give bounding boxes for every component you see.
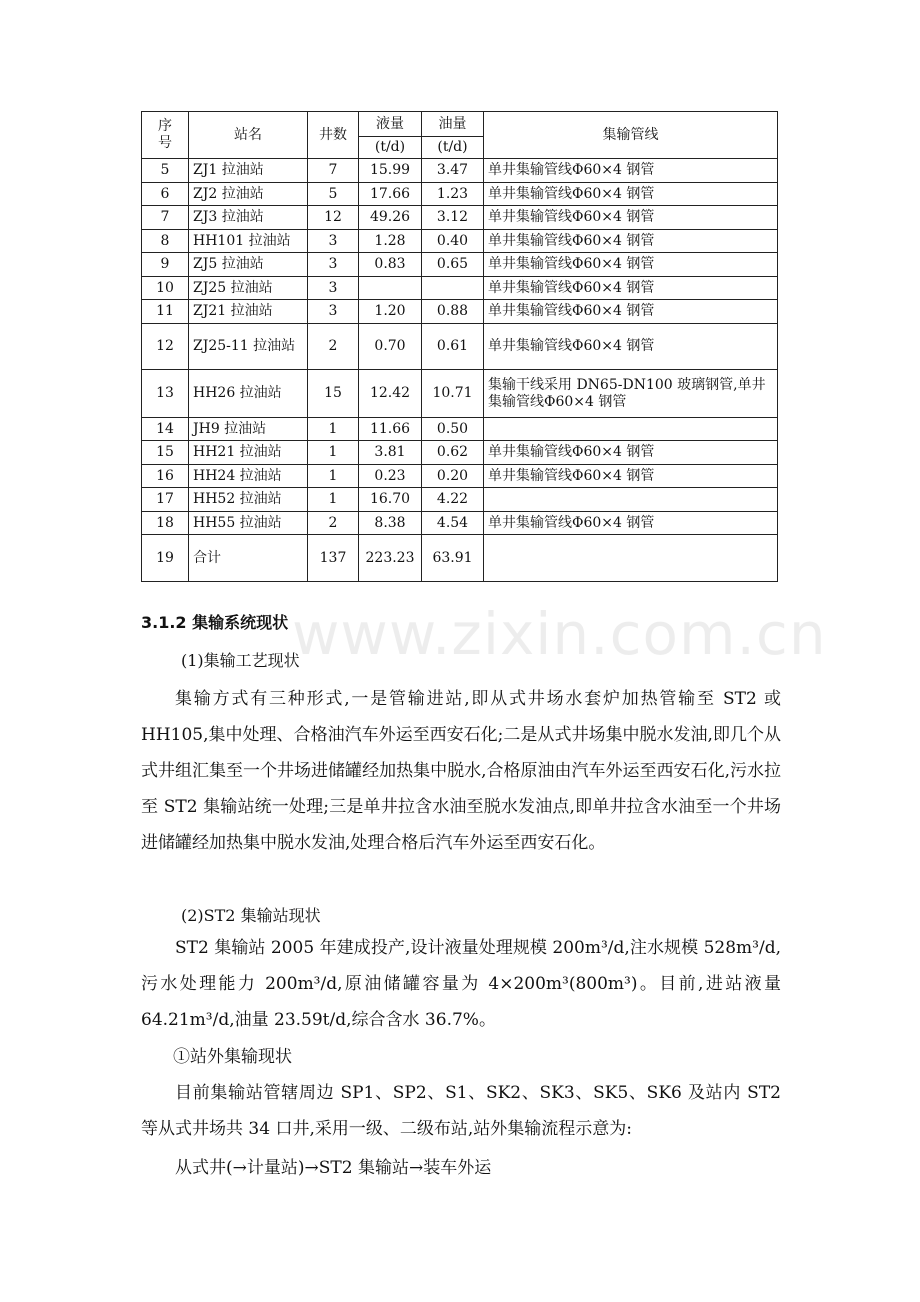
cell-seq: 10 xyxy=(142,277,189,300)
cell-wells: 3 xyxy=(308,277,359,300)
cell-seq: 12 xyxy=(142,324,189,370)
cell-seq: 19 xyxy=(142,535,189,582)
cell-wells: 1 xyxy=(308,418,359,441)
header-oil-unit: (t/d) xyxy=(422,137,484,159)
cell-pipeline: 集输干线采用 DN65-DN100 玻璃钢管,单井集输管线Φ60×4 钢管 xyxy=(484,370,778,418)
cell-station: ZJ25-11 拉油站 xyxy=(189,324,308,370)
cell-oil: 4.22 xyxy=(422,488,484,512)
station-table xyxy=(141,111,778,582)
cell-wells: 2 xyxy=(308,512,359,535)
cell-wells: 12 xyxy=(308,206,359,230)
cell-wells: 1 xyxy=(308,441,359,465)
cell-oil: 63.91 xyxy=(422,535,484,582)
flow-line: 从式井(→计量站)→ST2 集输站→装车外运 xyxy=(175,1158,492,1178)
cell-station: ZJ21 拉油站 xyxy=(189,300,308,324)
cell-station: ZJ1 拉油站 xyxy=(189,159,308,183)
header-station: 站名 xyxy=(189,112,308,159)
table-row xyxy=(142,159,778,183)
header-liquid-unit: (t/d) xyxy=(359,137,422,159)
cell-liquid: 223.23 xyxy=(359,535,422,582)
cell-wells: 1 xyxy=(308,488,359,512)
cell-wells: 3 xyxy=(308,300,359,324)
table-row xyxy=(142,324,778,370)
cell-seq: 8 xyxy=(142,230,189,253)
table-row xyxy=(142,488,778,512)
cell-seq: 17 xyxy=(142,488,189,512)
cell-wells: 2 xyxy=(308,324,359,370)
header-pipeline: 集输管线 xyxy=(484,112,778,159)
cell-station: HH21 拉油站 xyxy=(189,441,308,465)
table-row xyxy=(142,253,778,277)
cell-pipeline: 单井集输管线Φ60×4 钢管 xyxy=(484,230,778,253)
table-row xyxy=(142,418,778,441)
paragraph-process: 集输方式有三种形式,一是管输进站,即从式井场水套炉加热管输至 ST2 或 HH105,集中处理、合格油汽车外运至西安石化;二是从式井场集中脱水发油,即几个从式井组汇集至一个井场进储罐经加热集中脱水,合格原油由汽车外运至西安石化,污水拉至 ST2 集输站统一处理;三是单井拉含水油至脱水发油点,即单井拉含水油至一个井场进储罐经加热集中脱水发油,处理合格后汽车外运至西安石化。 xyxy=(141,689,781,853)
cell-pipeline: 单井集输管线Φ60×4 钢管 xyxy=(484,159,778,183)
cell-pipeline: 单井集输管线Φ60×4 钢管 xyxy=(484,253,778,277)
cell-oil xyxy=(422,277,484,300)
cell-liquid: 1.28 xyxy=(359,230,422,253)
cell-pipeline: 单井集输管线Φ60×4 钢管 xyxy=(484,324,778,370)
cell-liquid: 1.20 xyxy=(359,300,422,324)
cell-pipeline xyxy=(484,488,778,512)
cell-liquid: 16.70 xyxy=(359,488,422,512)
cell-seq: 15 xyxy=(142,441,189,465)
cell-oil: 0.40 xyxy=(422,230,484,253)
cell-wells: 15 xyxy=(308,370,359,418)
cell-seq: 11 xyxy=(142,300,189,324)
table-row xyxy=(142,206,778,230)
paragraph-outside: 目前集输站管辖周边 SP1、SP2、S1、SK2、SK3、SK5、SK6 及站内 ST2 等从式井场共 34 口井,采用一级、二级布站,站外集输流程示意为: xyxy=(141,1083,781,1139)
header-seq: 序号 xyxy=(142,112,189,159)
table-row xyxy=(142,441,778,465)
cell-oil: 3.47 xyxy=(422,159,484,183)
cell-pipeline: 单井集输管线Φ60×4 钢管 xyxy=(484,206,778,230)
cell-seq: 9 xyxy=(142,253,189,277)
cell-station: ZJ5 拉油站 xyxy=(189,253,308,277)
cell-station: 合计 xyxy=(189,535,308,582)
subheading-outside: ①站外集输现状 xyxy=(173,1047,292,1067)
cell-pipeline: 单井集输管线Φ60×4 钢管 xyxy=(484,465,778,488)
cell-seq: 14 xyxy=(142,418,189,441)
subheading-process: (1)集输工艺现状 xyxy=(181,651,300,670)
cell-liquid: 0.23 xyxy=(359,465,422,488)
cell-oil: 0.88 xyxy=(422,300,484,324)
watermark-text: www.zixin.com.cn xyxy=(292,600,827,668)
header-wells: 井数 xyxy=(308,112,359,159)
table-row xyxy=(142,535,778,582)
cell-liquid xyxy=(359,277,422,300)
cell-station: ZJ3 拉油站 xyxy=(189,206,308,230)
cell-pipeline: 单井集输管线Φ60×4 钢管 xyxy=(484,512,778,535)
table-row xyxy=(142,370,778,418)
cell-pipeline: 单井集输管线Φ60×4 钢管 xyxy=(484,300,778,324)
cell-pipeline xyxy=(484,535,778,582)
paragraph-st2: ST2 集输站 2005 年建成投产,设计液量处理规模 200m³/d,注水规模 528m³/d,污水处理能力 200m³/d,原油储罐容量为 4×200m³(800m³)。目前,进站液量 64.21m³/d,油量 23.59t/d,综合含水 36.7%。 xyxy=(141,938,781,1030)
table-row xyxy=(142,512,778,535)
cell-oil: 0.20 xyxy=(422,465,484,488)
table-body xyxy=(142,159,778,582)
cell-wells: 137 xyxy=(308,535,359,582)
cell-station: HH101 拉油站 xyxy=(189,230,308,253)
cell-oil: 0.62 xyxy=(422,441,484,465)
cell-liquid: 49.26 xyxy=(359,206,422,230)
cell-station: HH24 拉油站 xyxy=(189,465,308,488)
table-row xyxy=(142,277,778,300)
cell-liquid: 17.66 xyxy=(359,183,422,206)
cell-oil: 10.71 xyxy=(422,370,484,418)
table-row xyxy=(142,300,778,324)
cell-station: JH9 拉油站 xyxy=(189,418,308,441)
table-row xyxy=(142,183,778,206)
table-row xyxy=(142,230,778,253)
cell-wells: 5 xyxy=(308,183,359,206)
cell-oil: 0.61 xyxy=(422,324,484,370)
cell-liquid: 11.66 xyxy=(359,418,422,441)
cell-liquid: 8.38 xyxy=(359,512,422,535)
cell-station: HH52 拉油站 xyxy=(189,488,308,512)
cell-wells: 1 xyxy=(308,465,359,488)
cell-liquid: 0.83 xyxy=(359,253,422,277)
cell-station: HH55 拉油站 xyxy=(189,512,308,535)
cell-oil: 0.65 xyxy=(422,253,484,277)
cell-station: ZJ25 拉油站 xyxy=(189,277,308,300)
cell-wells: 3 xyxy=(308,230,359,253)
cell-liquid: 12.42 xyxy=(359,370,422,418)
section-heading: 3.1.2 集输系统现状 xyxy=(141,613,289,632)
cell-seq: 5 xyxy=(142,159,189,183)
cell-liquid: 0.70 xyxy=(359,324,422,370)
cell-pipeline: 单井集输管线Φ60×4 钢管 xyxy=(484,277,778,300)
cell-oil: 3.12 xyxy=(422,206,484,230)
cell-oil: 0.50 xyxy=(422,418,484,441)
subheading-st2: (2)ST2 集输站现状 xyxy=(181,906,321,925)
table-row xyxy=(142,465,778,488)
cell-seq: 7 xyxy=(142,206,189,230)
cell-seq: 13 xyxy=(142,370,189,418)
cell-seq: 18 xyxy=(142,512,189,535)
cell-liquid: 15.99 xyxy=(359,159,422,183)
cell-seq: 6 xyxy=(142,183,189,206)
cell-wells: 7 xyxy=(308,159,359,183)
cell-oil: 1.23 xyxy=(422,183,484,206)
header-oil: 油量 xyxy=(422,112,484,137)
cell-pipeline: 单井集输管线Φ60×4 钢管 xyxy=(484,183,778,206)
cell-pipeline xyxy=(484,418,778,441)
cell-seq: 16 xyxy=(142,465,189,488)
cell-pipeline: 单井集输管线Φ60×4 钢管 xyxy=(484,441,778,465)
cell-oil: 4.54 xyxy=(422,512,484,535)
cell-liquid: 3.81 xyxy=(359,441,422,465)
cell-station: HH26 拉油站 xyxy=(189,370,308,418)
cell-station: ZJ2 拉油站 xyxy=(189,183,308,206)
header-liquid: 液量 xyxy=(359,112,422,137)
cell-wells: 3 xyxy=(308,253,359,277)
